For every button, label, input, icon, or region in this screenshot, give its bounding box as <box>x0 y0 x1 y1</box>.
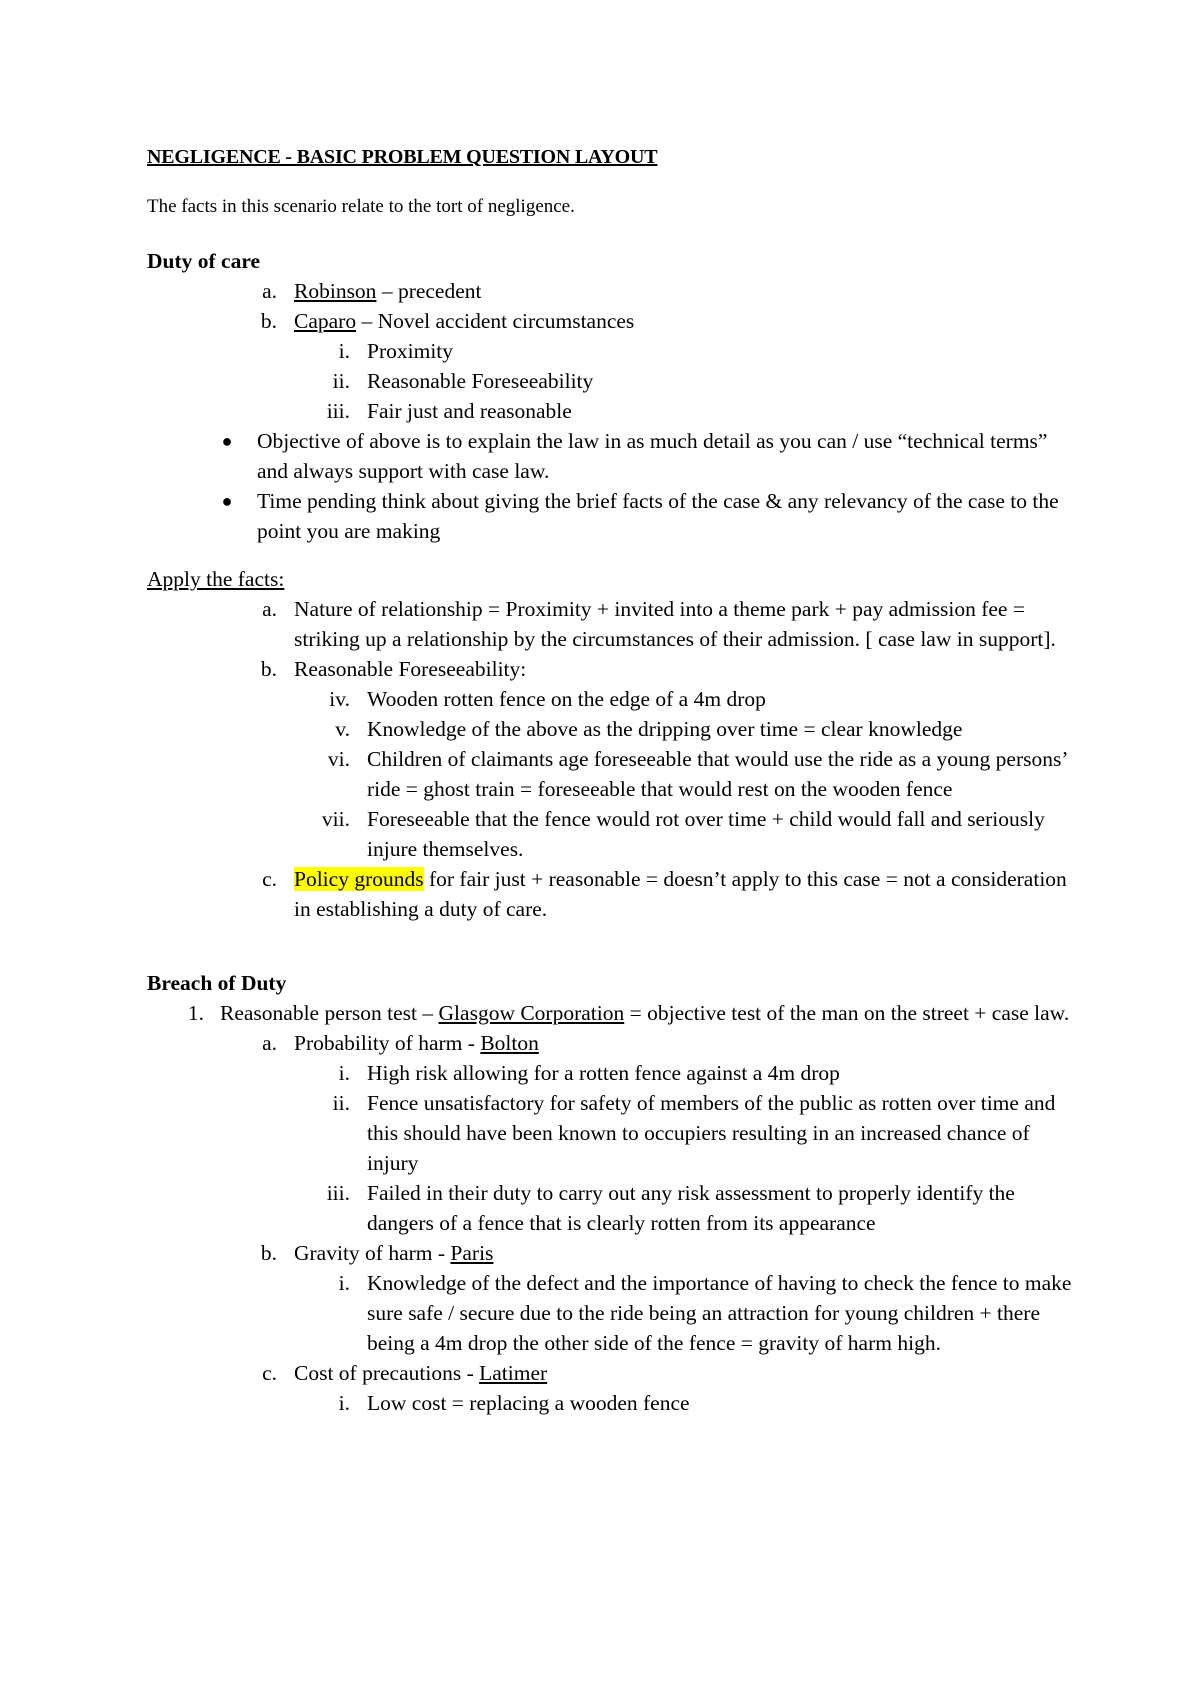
list-item <box>147 1088 1077 1178</box>
list-item <box>147 744 1077 804</box>
list-item <box>147 1178 1077 1238</box>
list-text: Knowledge of the defect and the importance of having to check the fence to make sure safe / secure due to the ride being an attraction for young children + there being a 4m drop the other side of the fence = gravity of harm high. <box>367 1271 1072 1355</box>
list-item <box>147 804 1077 864</box>
list-marker: iii. <box>326 399 350 423</box>
case-name: Caparo <box>294 309 357 333</box>
list-item <box>147 1238 1077 1268</box>
list-text: Failed in their duty to carry out any risk assessment to properly identify the dangers of a fence that is clearly rotten from its appearance <box>367 1181 1015 1235</box>
case-name: Robinson <box>294 279 377 303</box>
list-item <box>147 306 1077 336</box>
list-marker: c. <box>262 1361 277 1385</box>
list-item <box>147 276 1077 306</box>
list-text: for fair just + reasonable = doesn’t apply to this case = not a consideration in establishing a duty of care. <box>294 867 1067 921</box>
list-marker: ii. <box>332 1091 350 1115</box>
list-text: Proximity <box>367 339 454 363</box>
list-marker: 1. <box>187 1001 204 1025</box>
list-text: – precedent <box>376 279 482 303</box>
list-text: Gravity of harm - <box>294 1241 451 1265</box>
list-marker: i. <box>338 1391 350 1415</box>
list-item <box>147 1388 1077 1418</box>
heading-apply-the-facts: Apply the facts: <box>147 567 285 591</box>
case-name: Paris <box>450 1241 494 1265</box>
document-title: NEGLIGENCE - BASIC PROBLEM QUESTION LAYOUT <box>147 146 658 168</box>
case-name: Bolton <box>480 1031 539 1055</box>
list-item <box>147 864 1077 924</box>
list-item <box>147 396 1077 426</box>
list-marker: i. <box>338 339 350 363</box>
list-marker: b. <box>260 1241 277 1265</box>
list-text: Low cost = replacing a wooden fence <box>367 1391 690 1415</box>
list-marker: v. <box>335 717 350 741</box>
bullet-icon: ● <box>221 491 233 511</box>
list-marker: a. <box>262 279 277 303</box>
heading-breach-of-duty: Breach of Duty <box>147 971 287 995</box>
list-text: Knowledge of the above as the dripping over time = clear knowledge <box>367 717 963 741</box>
case-name: Latimer <box>479 1361 548 1385</box>
highlighted-text: Policy grounds <box>294 867 424 891</box>
list-item <box>147 1358 1077 1388</box>
list-item <box>147 1028 1077 1058</box>
list-text: Foreseeable that the fence would rot over time + child would fall and seriously injure themselves. <box>367 807 1045 861</box>
list-marker: c. <box>262 867 277 891</box>
list-text: Fence unsatisfactory for safety of members of the public as rotten over time and this should have been known to occupiers resulting in an increased chance of injury <box>367 1091 1056 1175</box>
list-text: Probability of harm - <box>294 1031 481 1055</box>
list-marker: a. <box>262 1031 277 1055</box>
list-item <box>147 684 1077 714</box>
list-text: – Novel accident circumstances <box>356 309 635 333</box>
list-item <box>147 998 1077 1028</box>
list-text: Wooden rotten fence on the edge of a 4m drop <box>367 687 766 711</box>
list-text: = objective test of the man on the street + case law. <box>624 1001 1070 1025</box>
list-text: Fair just and reasonable <box>367 399 572 423</box>
document-page <box>147 142 1077 1418</box>
list-text: Reasonable person test – <box>220 1001 439 1025</box>
list-item <box>147 1058 1077 1088</box>
list-marker: i. <box>338 1061 350 1085</box>
list-item <box>147 654 1077 684</box>
list-marker: vii. <box>321 807 350 831</box>
case-name: Glasgow Corporation <box>438 1001 625 1025</box>
heading-duty-of-care: Duty of care <box>147 249 261 273</box>
list-item <box>147 336 1077 366</box>
bullet-icon: ● <box>221 431 233 451</box>
list-marker: iii. <box>326 1181 350 1205</box>
list-text: Cost of precautions - <box>294 1361 480 1385</box>
list-item <box>147 1268 1077 1358</box>
list-text: Nature of relationship = Proximity + invited into a theme park + pay admission fee = striking up a relationship by the circumstances of their admission. [ case law in support]. <box>294 597 1056 651</box>
list-marker: ii. <box>332 369 350 393</box>
list-text: Reasonable Foreseeability: <box>294 657 527 681</box>
list-marker: vi. <box>327 747 350 771</box>
list-marker: b. <box>260 309 277 333</box>
list-item <box>147 714 1077 744</box>
list-item <box>147 366 1077 396</box>
list-item <box>147 594 1077 654</box>
list-marker: a. <box>262 597 277 621</box>
list-text: Reasonable Foreseeability <box>367 369 594 393</box>
intro-text: The facts in this scenario relate to the tort of negligence. <box>147 196 575 217</box>
list-marker: b. <box>260 657 277 681</box>
list-text: High risk allowing for a rotten fence against a 4m drop <box>367 1061 840 1085</box>
list-text: Children of claimants age foreseeable that would use the ride as a young persons’ ride = ghost train = foreseeable that would rest on the wooden fence <box>367 747 1067 801</box>
list-marker: iv. <box>329 687 350 711</box>
bullet-item <box>147 486 1077 546</box>
list-marker: i. <box>338 1271 350 1295</box>
bullet-item <box>147 426 1077 486</box>
bullet-text: Objective of above is to explain the law in as much detail as you can / use “technical terms” and always support with case law. <box>257 429 1048 483</box>
bullet-text: Time pending think about giving the brief facts of the case & any relevancy of the case to the point you are making <box>257 489 1059 543</box>
